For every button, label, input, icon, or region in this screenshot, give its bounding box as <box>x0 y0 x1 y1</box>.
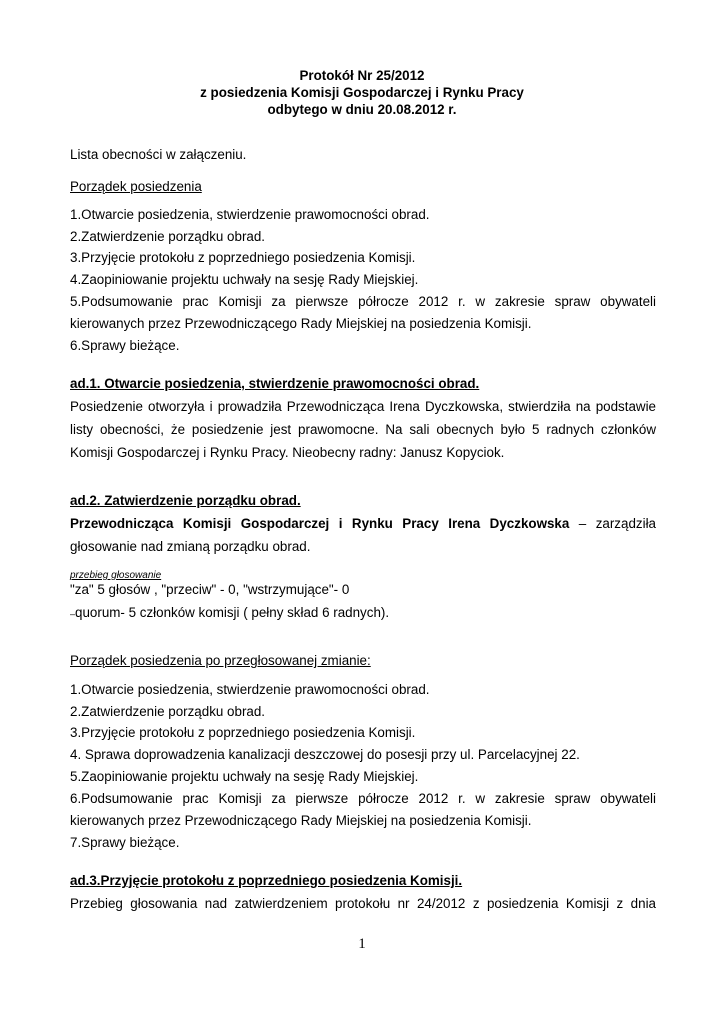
agenda-item: 6.Sprawy bieżące. <box>70 338 180 353</box>
protocol-number: Protokół Nr 25/2012 <box>299 68 425 83</box>
page-number: 1 <box>358 936 366 952</box>
agenda-item: 3.Przyjęcie protokołu z poprzedniego posiedzenia Komisji. <box>70 250 416 265</box>
agenda2-item: 6.Podsumowanie prac Komisji za pierwsze półrocze 2012 r. w zakresie spraw obywateli <box>70 791 656 806</box>
agenda-item-continued: kierowanych przez Przewodniczącego Rady Miejskiej na posiedzenia Komisji. <box>70 316 532 331</box>
ad2-line1-rest: – zarządziła <box>569 516 656 531</box>
ad1-paragraph-line: listy obecności, że posiedzenie jest prawomocne. Na sali obecnych było 5 radnych członków <box>70 422 656 437</box>
agenda2-item: 5.Zaopiniowanie projektu uchwały na sesję Rady Miejskiej. <box>70 769 419 784</box>
ad2-paragraph-line: głosowanie nad zmianą porządku obrad. <box>70 539 311 554</box>
agenda2-item: 7.Sprawy bieżące. <box>70 835 180 850</box>
agenda-item: 4.Zaopiniowanie projektu uchwały na sesję Rady Miejskiej. <box>70 272 419 287</box>
vote-result: "za" 5 głosów , "przeciw" - 0, "wstrzymujące"- 0 <box>70 582 350 597</box>
agenda2-item-continued: kierowanych przez Przewodniczącego Rady Miejskiej na posiedzenia Komisji. <box>70 813 532 828</box>
agenda2-heading: Porządek posiedzenia po przegłosowanej zmianie: <box>70 653 371 668</box>
agenda-item: 2.Zatwierdzenie porządku obrad. <box>70 229 266 244</box>
chairwoman-name: Przewodnicząca Komisji Gospodarczej i Rynku Pracy Irena Dyczkowska <box>70 516 570 531</box>
ad1-paragraph-line: Posiedzenie otworzyła i prowadziła Przewodnicząca Irena Dyczkowska, stwierdziła na podstawie <box>70 399 656 414</box>
vote-label: przebieg głosowanie <box>70 570 162 581</box>
agenda-heading: Porządek posiedzenia <box>70 179 202 194</box>
agenda-item: 1.Otwarcie posiedzenia, stwierdzenie prawomocności obrad. <box>70 207 430 222</box>
agenda-item: 5.Podsumowanie prac Komisji za pierwsze półrocze 2012 r. w zakresie spraw obywateli <box>70 294 656 309</box>
ad1-heading: ad.1. Otwarcie posiedzenia, stwierdzenie prawomocności obrad. <box>70 376 480 391</box>
ad2-heading: ad.2. Zatwierdzenie porządku obrad. <box>70 493 301 508</box>
agenda2-item: 1.Otwarcie posiedzenia, stwierdzenie prawomocności obrad. <box>70 682 430 697</box>
agenda2-item: 2.Zatwierdzenie porządku obrad. <box>70 704 266 719</box>
protocol-committee: z posiedzenia Komisji Gospodarczej i Rynku Pracy <box>200 85 524 100</box>
quorum-text: quorum- 5 członków komisji ( pełny skład 6 radnych). <box>75 605 390 620</box>
attendance-note: Lista obecności w załączeniu. <box>70 147 247 162</box>
protocol-date: odbytego w dniu 20.08.2012 r. <box>267 102 457 117</box>
agenda2-item: 4. Sprawa doprowadzenia kanalizacji deszczowej do posesji przy ul. Parcelacyjnej 22. <box>70 747 580 762</box>
ad2-paragraph-line <box>70 516 656 531</box>
ad3-paragraph-line: Przebieg głosowania nad zatwierdzeniem protokołu nr 24/2012 z posiedzenia Komisji z dnia <box>70 896 656 911</box>
agenda2-item: 3.Przyjęcie protokołu z poprzedniego posiedzenia Komisji. <box>70 725 416 740</box>
quorum-dash: – <box>70 609 76 619</box>
quorum-line <box>70 605 656 620</box>
ad1-paragraph-line: Komisji Gospodarczej i Rynku Pracy. Nieobecny radny: Janusz Kopyciok. <box>70 445 505 460</box>
ad3-heading: ad.3.Przyjęcie protokołu z poprzedniego posiedzenia Komisji. <box>70 873 463 888</box>
